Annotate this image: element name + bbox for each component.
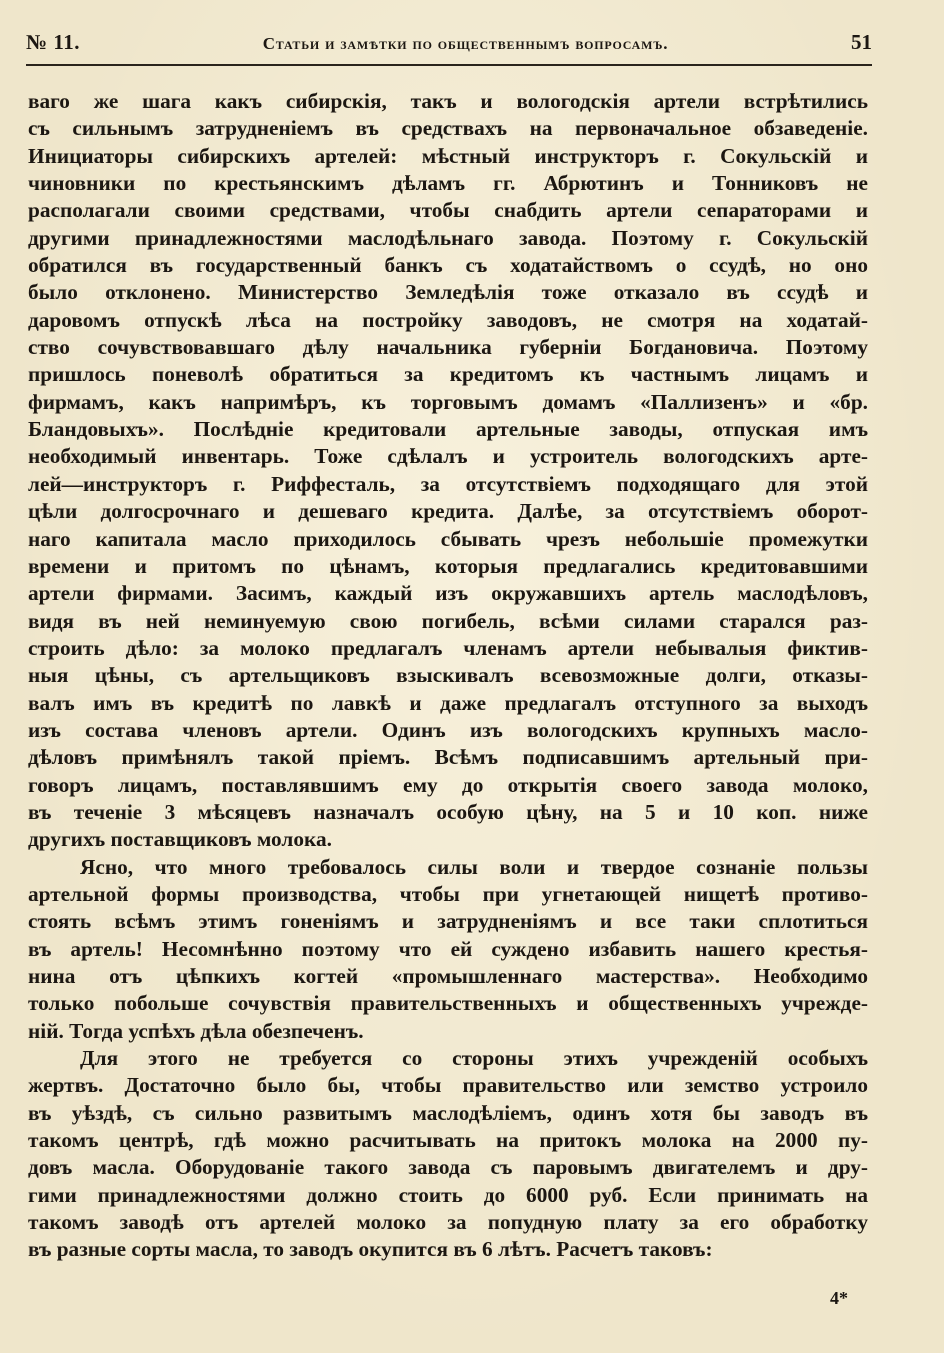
text-line: строить дѣло: за молоко предлагалъ членамъ артели небывалыя фиктив-: [28, 635, 868, 660]
text-line: гими принадлежностями должно стоить до 6000 руб. Если принимать на: [28, 1182, 868, 1207]
text-line: стоять всѣмъ этимъ гоненіямъ и затрудненіямъ и все таки сплотиться: [28, 909, 868, 934]
text-line: такомъ заводѣ отъ артелей молоко за попудную плату за его обработку: [28, 1210, 868, 1235]
text-line: ваго же шага какъ сибирскія, такъ и вологодскія артели встрѣтились: [28, 89, 868, 113]
text-line: артельной формы производства, чтобы при угнетающей нищетѣ противо-: [28, 881, 868, 906]
text-line: другими принадлежностями маслодѣльнаго завода. Поэтому г. Сокульскій: [28, 225, 868, 250]
text-line: наго капитала масло приходилось сбывать чрезъ небольшіе промежутки: [28, 526, 868, 551]
text-line: съ сильнымъ затрудненіемъ въ средствахъ на первоначальное обзаведеніе.: [28, 116, 868, 141]
text-line: Для этого не требуется со стороны этихъ учрежденій особыхъ: [80, 1046, 868, 1071]
text-line: въ артель! Несомнѣнно поэтому что ей суждено избавить нашего крестья-: [28, 936, 868, 961]
signature-mark: 4*: [830, 1288, 848, 1308]
text-line: такомъ центрѣ, гдѣ можно расчитывать на притокъ молока на 2000 пу-: [28, 1128, 868, 1153]
text-line: Инициаторы сибирскихъ артелей: мѣстный инструкторъ г. Сокульскій и: [28, 143, 868, 168]
header-rule: [26, 64, 872, 66]
text-line: Ясно, что много требовалось силы воли и твердое сознаніе пользы: [80, 854, 868, 879]
text-line: чиновники по крестьянскимъ дѣламъ гг. Абрютинъ и Тонниковъ не: [28, 171, 868, 196]
running-header: [26, 30, 872, 60]
text-line: жертвъ. Достаточно было бы, чтобы правительство или земство устроило: [28, 1073, 868, 1098]
text-line: ній. Тогда успѣхъ дѣла обезпеченъ.: [28, 1018, 364, 1043]
text-line: располагали своими средствами, чтобы снабдить артели сепараторами и: [28, 198, 868, 223]
text-line: фирмамъ, какъ напримѣръ, къ торговымъ домамъ «Паллизенъ» и «бр.: [28, 389, 868, 414]
issue-number: № 11.: [26, 30, 80, 54]
text-line: лей—инструкторъ г. Риффесталь, за отсутствіемъ подходящаго для этой: [28, 471, 868, 496]
text-line: другихъ поставщиковъ молока.: [28, 827, 332, 852]
body-text: [28, 88, 868, 1264]
text-line: ство сочувствовавшаго дѣлу начальника губерніи Богдановича. Поэтому: [28, 335, 868, 360]
page-number: 51: [851, 30, 872, 54]
text-line: артели фирмами. Засимъ, каждый изъ окружавшихъ артель маслодѣловъ,: [28, 581, 868, 606]
text-line: обратился въ государственный банкъ съ ходатайствомъ о ссудѣ, но оно: [28, 253, 868, 278]
text-line: цѣли долгосрочнаго и дешеваго кредита. Далѣе, за отсутствіемъ оборот-: [28, 499, 868, 524]
text-line: нина отъ цѣпкихъ когтей «промышленнаго мастерства». Необходимо: [28, 964, 868, 988]
text-line: только побольше сочувствія правительственныхъ и общественныхъ учрежде-: [28, 991, 868, 1016]
text-line: даровомъ отпускѣ лѣса на постройку заводовъ, не смотря на ходатай-: [28, 307, 868, 332]
text-line: въ теченіе 3 мѣсяцевъ назначалъ особую цѣну, на 5 и 10 коп. ниже: [28, 799, 868, 824]
text-line: времени и притомъ по цѣнамъ, которыя предлагались кредитовавшими: [28, 553, 868, 578]
text-line: довъ масла. Оборудованіе такого завода съ паровымъ двигателемъ и дру-: [28, 1155, 868, 1180]
text-line: говоръ лицамъ, поставлявшимъ ему до открытія своего завода молоко,: [28, 772, 868, 797]
text-line: было отклонено. Министерство Земледѣлія тоже отказало въ ссудѣ и: [28, 280, 868, 305]
text-line: видя въ ней неминуемую свою погибель, всѣми силами старался раз-: [28, 608, 868, 633]
text-line: пришлоcь поневолѣ обратиться за кредитомъ къ частнымъ лицамъ и: [28, 362, 868, 387]
text-line: Бландовыхъ». Послѣдніе кредитовали артельные заводы, отпуская имъ: [28, 417, 868, 442]
text-line: изъ состава членовъ артели. Одинъ изъ вологодскихъ крупныхъ масло-: [28, 717, 868, 742]
text-line: валъ имъ въ кредитѣ по лавкѣ и даже предлагалъ отступного за выходъ: [28, 690, 868, 715]
text-line: въ разные сорты масла, то заводъ окупится въ 6 лѣтъ. Расчетъ таковъ:: [28, 1237, 713, 1262]
text-line: необходимый инвентарь. Тоже сдѣлалъ и устроитель вологодскихъ арте-: [28, 444, 868, 469]
running-title: Статьи и замѣтки по общественнымъ вопросамъ.: [262, 34, 669, 53]
text-line: ныя цѣны, съ артельщиковъ взыскивалъ всевозможные долги, отказы-: [28, 663, 868, 688]
text-line: въ уѣздѣ, съ сильно развитымъ маслодѣліемъ, одинъ хотя бы заводъ въ: [28, 1100, 868, 1125]
text-line: дѣловъ примѣнялъ такой пріемъ. Всѣмъ подписавшимъ артельный при-: [28, 745, 868, 770]
